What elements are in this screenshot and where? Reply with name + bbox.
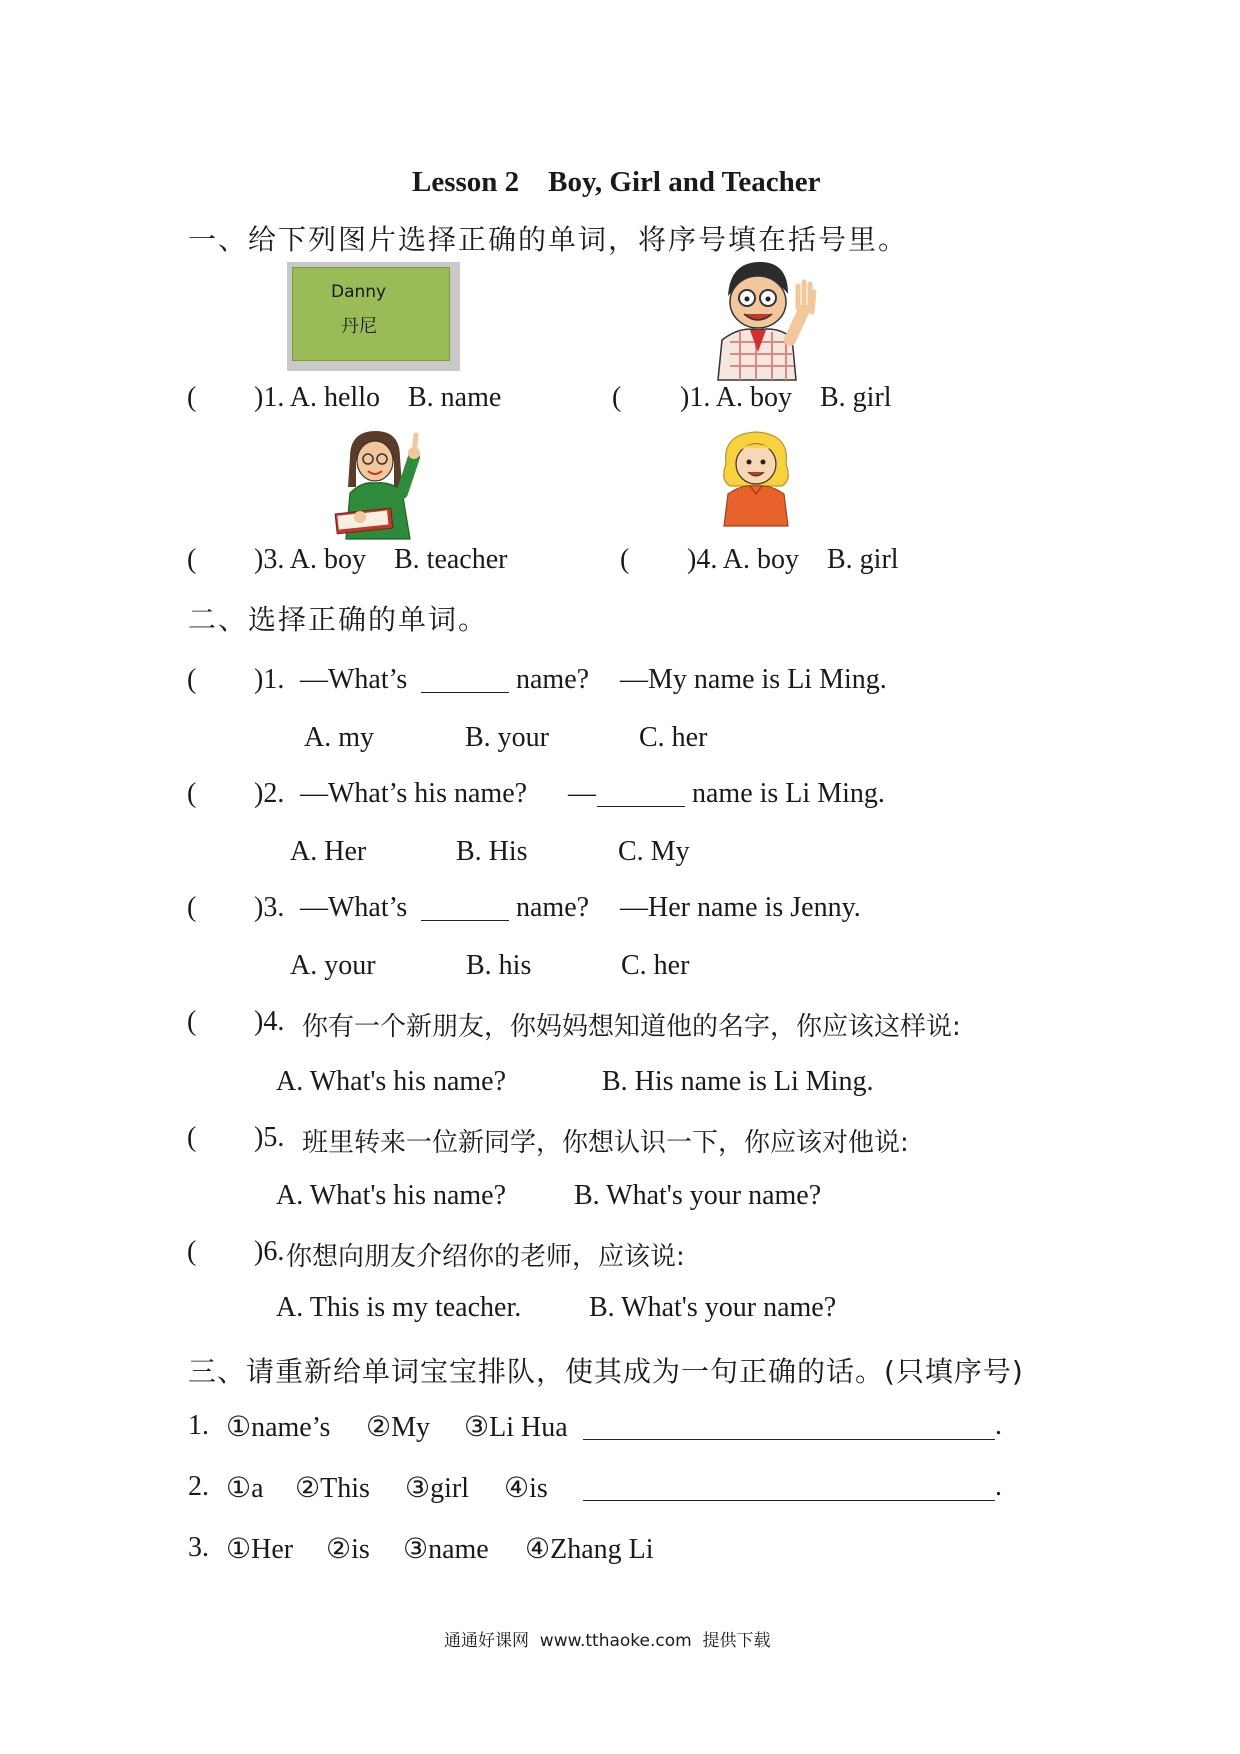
q2-2-option-c: C. My bbox=[618, 836, 690, 867]
section-3-heading: 三、请重新给单词宝宝排队，使其成为一句正确的话。(只填序号) bbox=[188, 1355, 1024, 1388]
section-2-heading: 二、选择正确的单词。 bbox=[188, 603, 489, 636]
q2-4-option-a: A. What's his name? bbox=[276, 1066, 507, 1097]
q2-2-option-a: A. Her bbox=[290, 836, 367, 867]
q2-3-question-end: name? bbox=[516, 892, 590, 923]
q1-2-text: )1. A. boy B. girl bbox=[680, 382, 892, 413]
q2-6-option-b: B. What's your name? bbox=[589, 1292, 837, 1323]
q2-1-question: —What’s bbox=[300, 664, 408, 695]
q2-5-paren: ( bbox=[187, 1122, 197, 1153]
q2-1-paren: ( bbox=[187, 664, 197, 695]
card-name-en: Danny bbox=[331, 282, 387, 302]
q2-1-answer: —My name is Li Ming. bbox=[620, 664, 887, 695]
q2-3-option-b: B. his bbox=[466, 950, 532, 981]
q2-2-question: —What’s his name? bbox=[300, 778, 528, 809]
q2-2-option-b: B. His bbox=[456, 836, 528, 867]
reorder-2-word-3: ③girl bbox=[405, 1473, 469, 1504]
reorder-1-word-1: ①name’s bbox=[226, 1412, 331, 1443]
q2-2-num: )2. bbox=[254, 778, 285, 809]
reorder-3-word-1: ①Her bbox=[226, 1534, 294, 1565]
q2-4-option-b: B. His name is Li Ming. bbox=[602, 1066, 874, 1097]
q2-1-option-b: B. your bbox=[465, 722, 549, 753]
q2-5-prompt: 班里转来一位新同学，你想认识一下，你应该对他说: bbox=[302, 1128, 909, 1158]
q1-3-text: )3. A. boy B. teacher bbox=[254, 544, 508, 575]
reorder-3-word-2: ②is bbox=[326, 1534, 370, 1565]
q2-6-paren: ( bbox=[187, 1236, 197, 1267]
q2-6-num: )6. bbox=[254, 1236, 285, 1267]
reorder-2-word-4: ④is bbox=[504, 1473, 548, 1504]
q2-1-blank[interactable] bbox=[421, 692, 509, 693]
q2-2-dash: — bbox=[568, 778, 596, 809]
q2-2-blank[interactable] bbox=[597, 806, 685, 807]
q2-3-option-a: A. your bbox=[290, 950, 376, 981]
q1-3-paren: ( bbox=[187, 544, 197, 575]
q2-2-answer-end: name is Li Ming. bbox=[692, 778, 885, 809]
girl-picture bbox=[712, 428, 800, 528]
q2-3-question: —What’s bbox=[300, 892, 408, 923]
reorder-1-word-2: ②My bbox=[366, 1412, 430, 1443]
q2-4-num: )4. bbox=[254, 1006, 285, 1037]
q1-2-paren: ( bbox=[612, 382, 622, 413]
footer-source: 通通好课网 www.tthaoke.com 提供下载 bbox=[444, 1631, 771, 1651]
reorder-2-answer-line[interactable] bbox=[583, 1500, 995, 1501]
boy-picture bbox=[700, 252, 820, 382]
q2-4-prompt: 你有一个新朋友，你妈妈想知道他的名字，你应该这样说: bbox=[302, 1012, 961, 1042]
q2-1-option-c: C. her bbox=[639, 722, 708, 753]
reorder-1-answer-line[interactable] bbox=[583, 1439, 995, 1440]
q2-6-prompt: 你想向朋友介绍你的老师，应该说: bbox=[286, 1242, 685, 1272]
reorder-3-num: 3. bbox=[188, 1532, 209, 1563]
reorder-2-period: . bbox=[995, 1471, 1002, 1502]
section-1-heading: 一、给下列图片选择正确的单词，将序号填在括号里。 bbox=[188, 223, 909, 256]
reorder-2-num: 2. bbox=[188, 1471, 209, 1502]
q2-3-option-c: C. her bbox=[621, 950, 690, 981]
q1-1-paren: ( bbox=[187, 382, 197, 413]
q2-2-paren: ( bbox=[187, 778, 197, 809]
card-name-cn: 丹尼 bbox=[341, 316, 377, 337]
reorder-1-num: 1. bbox=[188, 1410, 209, 1441]
q2-5-num: )5. bbox=[254, 1122, 285, 1153]
reorder-2-word-2: ②This bbox=[295, 1473, 370, 1504]
q1-1-text: )1. A. hello B. name bbox=[254, 382, 502, 413]
q2-3-blank[interactable] bbox=[421, 920, 509, 921]
reorder-2-word-1: ①a bbox=[226, 1473, 264, 1504]
q2-3-num: )3. bbox=[254, 892, 285, 923]
lesson-title: Lesson 2 Boy, Girl and Teacher bbox=[412, 166, 821, 198]
reorder-1-period: . bbox=[995, 1410, 1002, 1441]
q2-3-paren: ( bbox=[187, 892, 197, 923]
reorder-3-word-4: ④Zhang Li bbox=[525, 1534, 654, 1565]
q2-1-question-end: name? bbox=[516, 664, 590, 695]
q2-3-answer: —Her name is Jenny. bbox=[620, 892, 861, 923]
q1-4-text: )4. A. boy B. girl bbox=[687, 544, 899, 575]
q2-5-option-a: A. What's his name? bbox=[276, 1180, 507, 1211]
q2-1-num: )1. bbox=[254, 664, 285, 695]
q2-6-option-a: A. This is my teacher. bbox=[276, 1292, 522, 1323]
q2-4-paren: ( bbox=[187, 1006, 197, 1037]
q2-5-option-b: B. What's your name? bbox=[574, 1180, 822, 1211]
danny-name-card bbox=[287, 262, 460, 371]
teacher-picture bbox=[328, 427, 438, 542]
q1-4-paren: ( bbox=[620, 544, 630, 575]
reorder-1-word-3: ③Li Hua bbox=[464, 1412, 568, 1443]
q2-1-option-a: A. my bbox=[304, 722, 374, 753]
reorder-3-word-3: ③name bbox=[403, 1534, 489, 1565]
